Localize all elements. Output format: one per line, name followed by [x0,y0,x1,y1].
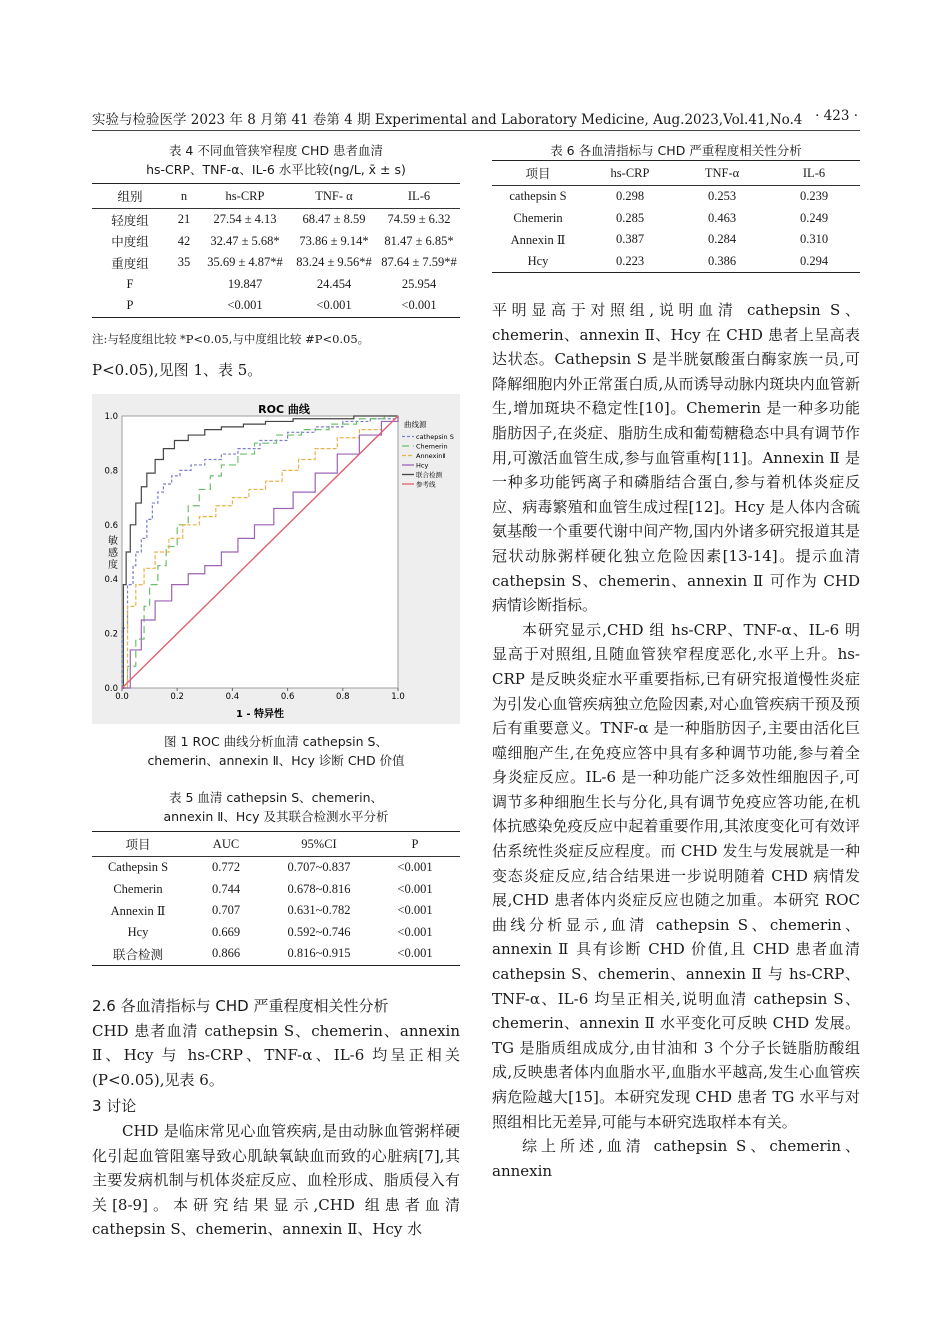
table-cell: <0.001 [397,924,433,939]
table-row [92,922,460,944]
table-cell: Chemerin [113,881,163,896]
legend-entry: AnnexinⅡ [416,452,446,460]
table-cell: 68.47 ± 8.59 [302,212,366,227]
table-cell: 0.284 [707,232,737,247]
table-cell: 19.847 [227,276,263,291]
table6-header-cell: TNF-α [676,161,768,186]
table6-caption: 表 6 各血清指标与 CHD 严重程度相关性分析 [550,143,802,158]
table4-header-cell: hs-CRP [200,184,290,209]
right-para2: 本研究显示,CHD 组 hs-CRP、TNF-α、IL-6 明显高于对照组,且随血管狭窄程度恶化,水平上升。hs-CRP 是反映炎症水平重要指标,已有研究报道慢性炎症为引发心血管疾病独立危险因素,对心血管疾病干预及预后有重要意义。TNF-α 是一种脂肪因子,主要由活化巨噬细胞产生,在免疫应答中具有多种调节功能,参与着全身炎症反应。IL-6 是一种功能广泛多效性细胞因子,可调节多种细胞生长与分化,具有调节免疫应答功能,在机体抗感染免疫反应中起着重要作用,其浓度变化可有效评估系统性炎症反应程度。而 CHD 发生与发展就是一种变态炎症反应,结合结果进一步说明随着 CHD 病情发展,CHD 患者体内炎症反应也随之加重。本研究 ROC 曲线分析显示,血清 cathepsin S、chemerin、annexin Ⅱ 具有诊断 CHD 价值,且 CHD 患者血清 cathepsin S、chemerin、annexin Ⅱ 与 hs-CRP、TNF-α、IL-6 均呈正相关,说明血清 cathepsin S、chemerin、annexin Ⅱ 水平变化可反映 CHD 发展。TG 是脂质组成成分,由甘油和 3 个分子长链脂肪酸组成,反映患者体内血脂水平,血脂水平越高,发生心血管疾病危险越大[15]。本研究发现 CHD 患者 TG 水平与对照组相比无差异,可能与本研究选取样本有关。 [492,620,860,1131]
table-row [92,900,460,922]
table-cell: 联合检测 [112,947,163,962]
table-cell: 74.59 ± 6.32 [387,212,451,227]
legend-title: 曲线源 [404,420,427,429]
legend-entry: Chemerin [416,442,448,451]
table-cell: Chemerin [513,210,563,225]
table4-header-cell: IL-6 [378,184,460,209]
table-cell: 83.24 ± 9.56*# [296,255,372,270]
table4-caption-line2: hs-CRP、TNF-α、IL-6 水平比较(ng/L, x̄ ± s) [146,162,406,177]
y-tick-label: 0.8 [104,466,118,477]
y-tick-label: 0.2 [104,629,118,640]
table-cell: 0.223 [615,253,645,268]
table6-header-cell: 项目 [492,161,584,186]
header-rule [92,130,860,131]
table-cell: 0.592~0.746 [287,924,351,939]
table-row [92,252,460,274]
table-row [492,251,860,273]
table-row [92,231,460,253]
page-number: · 423 · [815,108,858,124]
table-row [92,857,460,879]
table6-header-cell: IL-6 [768,161,860,186]
table-row [92,943,460,965]
table-row [492,186,860,208]
table-cell: <0.001 [397,946,433,961]
table-row [92,295,460,317]
table5-header-cell: 项目 [92,832,184,857]
table-cell: Cathepsin S [107,860,169,875]
table-cell: 0.298 [615,189,645,204]
table-cell: P [126,298,134,313]
table-cell: <0.001 [397,881,433,896]
table5-caption [92,788,460,826]
table-cell: 0.463 [707,210,737,225]
table-cell: 25.954 [401,276,437,291]
left-text-1: P<0.05),见图 1、表 5。 [92,361,263,379]
table-row [92,274,460,296]
x-tick-label: 1.0 [391,692,405,702]
x-tick-label: 0.0 [115,692,129,702]
table5 [92,831,460,966]
section-2-6-heading: 2.6 各血清指标与 CHD 严重程度相关性分析 [92,997,389,1015]
table5-header-cell: 95%CI [268,832,370,857]
table-cell: 0.285 [615,210,645,225]
table4-caption-line1: 表 4 不同血管狭窄程度 CHD 患者血清 [168,143,384,158]
table-cell: Annexin Ⅱ [510,232,566,247]
table-cell: <0.001 [397,903,433,918]
table-cell: 35.69 ± 4.87*# [207,255,283,270]
x-tick-label: 0.8 [336,692,350,702]
y-axis-label: 敏 感 度 [108,536,118,571]
table4 [92,183,460,318]
section-3-para1: CHD 是临床常见心血管疾病,是由动脉血管粥样硬化引起血管阻塞导致心肌缺氧缺血而致的心脏病[7],其主要发病机制与机体炎症反应、血栓形成、脂质侵入有关[8-9]。本研究结果显示,CHD 组患者血清 cathepsin S、chemerin、annexin Ⅱ、Hcy 水 [92,1121,460,1239]
table4-caption [92,141,460,179]
table-cell: 0.294 [799,253,829,268]
table-cell: 0.707 [211,903,241,918]
table-cell: 81.47 ± 6.85* [384,233,454,248]
table-cell: 0.707~0.837 [287,860,351,875]
table-cell: <0.001 [401,298,437,313]
table-cell: <0.001 [227,298,263,313]
figure1-caption-line1: 图 1 ROC 曲线分析血清 cathepsin S、 [164,734,388,749]
table4-header-cell: n [168,184,200,209]
x-tick-label: 0.2 [170,692,184,702]
table-cell: Hcy [127,924,149,939]
right-para3: 综上所述,血清 cathepsin S、chemerin、annexin [492,1137,860,1180]
legend-entry: Hcy [416,461,429,470]
legend [402,419,454,489]
table-row [492,229,860,251]
y-tick-label: 0.6 [104,520,118,531]
y-tick-label: 1.0 [104,412,118,422]
table-cell: 重度组 [111,256,149,271]
table-cell: 0.866 [211,946,241,961]
table-cell: <0.001 [397,860,433,875]
table-cell: 0.387 [615,232,645,247]
legend-entry: 联合检测 [416,471,442,479]
table-cell: 42 [177,233,191,248]
table-cell: 0.253 [707,189,737,204]
table6-header-cell: hs-CRP [584,161,676,186]
table-cell [168,274,200,296]
table-row [92,879,460,901]
table5-caption-line2: annexin Ⅱ、Hcy 及其联合检测水平分析 [163,809,389,824]
table-cell: <0.001 [316,298,352,313]
table-cell: 0.631~0.782 [287,903,351,918]
table-cell: 32.47 ± 5.68* [210,233,280,248]
table5-header-cell: P [370,832,460,857]
table-cell: 0.772 [211,860,241,875]
left-text-2 [92,994,460,1242]
table-cell: 0.310 [799,232,829,247]
table-row [92,209,460,231]
table-cell: Annexin Ⅱ [110,903,166,918]
right-para1: 平明显高于对照组,说明血清 cathepsin S、chemerin、annexin Ⅱ、Hcy 在 CHD 患者上呈高表达状态。Cathepsin S 是半胱氨酸蛋白酶家族一员,可降解细胞内外正常蛋白质,从而诱导动脉内斑块内血管新生,增加斑块不稳定性[10]。Chemerin 是一种多功能脂肪因子,在炎症、脂肪生成和葡萄糖稳态中具有调节作用,可激活血管生成,参与血管重构[11]。Annexin Ⅱ 是一种多功能钙离子和磷脂结合蛋白,参与着机体炎症反应、病毒繁殖和血管生成过程[12]。Hcy 是人体内含硫氨基酸一个重要代谢中间产物,国内外诸多研究报道其是冠状动脉粥样硬化独立危险因素[13-14]。提示血清 cathepsin S、chemerin、annexin Ⅱ 可作为 CHD 病情诊断指标。 [492,301,860,615]
y-tick-label: 0.4 [104,575,118,586]
running-header: 实验与检验医学 2023 年 8 月第 41 卷第 4 期 Experimental and Laboratory Medicine, Aug.2023,Vol.41,No.4 [92,112,803,128]
table-cell: 27.54 ± 4.13 [213,212,277,227]
table-cell: 73.86 ± 9.14* [299,233,369,248]
table4-header-cell: TNF- α [290,184,378,209]
y-tick-label: 0.0 [104,684,118,694]
table-cell: 0.249 [799,210,829,225]
table4-note: 注:与轻度组比较 *P<0.05,与中度组比较 #P<0.05。 [92,332,370,346]
table-cell: 0.386 [707,253,737,268]
legend-entry: 参考线 [416,480,436,489]
table5-header-cell: AUC [184,832,268,857]
section-2-6-text: CHD 患者血清 cathepsin S、chemerin、annexin Ⅱ、Hcy 与 hs-CRP、TNF-α、IL-6 均呈正相关 (P<0.05),见表 6。 [92,1021,460,1089]
figure1-caption-line2: chemerin、annexin Ⅱ、Hcy 诊断 CHD 价值 [147,753,405,768]
table-cell: 0.816~0.915 [287,946,351,961]
table-cell: 35 [177,255,191,270]
roc-title: ROC 曲线 [258,403,310,416]
table4-header-cell: 组别 [92,184,168,209]
right-text [492,298,860,1183]
table-row [492,208,860,230]
table-cell: 0.239 [799,189,829,204]
section-3-heading: 3 讨论 [92,1097,137,1116]
table5-caption-line1: 表 5 血清 cathepsin S、chemerin、 [168,790,384,805]
table6 [492,160,860,273]
table-cell: 87.64 ± 7.59*# [381,255,457,270]
table-cell [168,295,200,317]
table-cell: 轻度组 [111,213,149,228]
roc-figure [92,394,460,724]
table-cell: 0.678~0.816 [287,881,351,896]
table-cell: 中度组 [111,235,149,250]
table-cell: 0.669 [211,924,241,939]
table-cell: 24.454 [316,276,352,291]
table-cell: cathepsin S [509,189,567,204]
legend-entry: cathepsin S [416,433,454,441]
roc-chart [92,394,460,724]
x-tick-label: 0.6 [280,692,295,702]
x-tick-label: 0.4 [225,692,240,702]
table-cell: Hcy [527,253,549,268]
table-cell: F [126,276,134,291]
table-cell: 0.744 [211,881,241,896]
x-axis-label: 1 - 特异性 [235,709,285,720]
table-cell: 21 [177,212,191,227]
figure1-caption [92,732,460,770]
